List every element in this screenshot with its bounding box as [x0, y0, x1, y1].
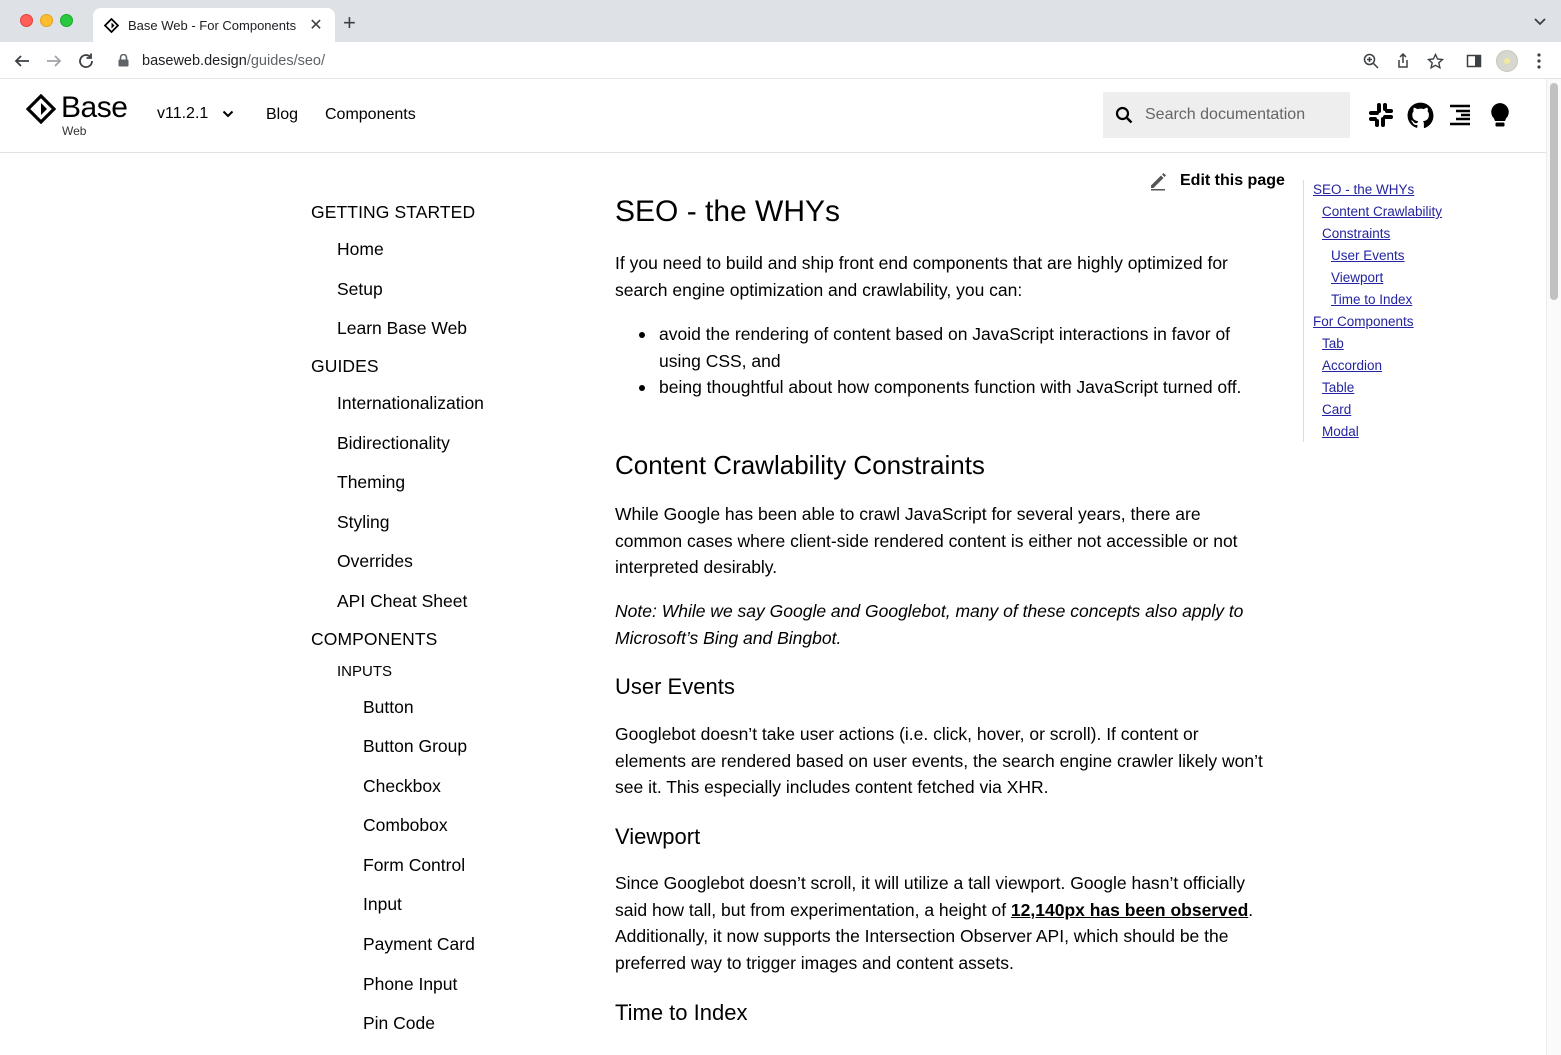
toc-link-viewport[interactable]: Viewport: [1331, 270, 1384, 285]
note-paragraph: Note: While we say Google and Googlebot, many of these concepts also apply to Microsoft’s Bing and Bingbot.: [615, 601, 1244, 648]
version-selector[interactable]: [157, 105, 234, 123]
toc-link-accordion[interactable]: Accordion: [1322, 358, 1383, 373]
scrollbar-thumb[interactable]: [1550, 83, 1558, 300]
back-arrow-icon[interactable]: [11, 50, 33, 72]
toc-link-tab[interactable]: Tab: [1322, 336, 1344, 351]
sidebar-subheading-inputs: INPUTS: [337, 663, 393, 680]
sidebar-item-overrides[interactable]: Overrides: [337, 551, 413, 571]
zoom-icon[interactable]: [1361, 51, 1381, 71]
search-input[interactable]: [1145, 106, 1345, 124]
bookmark-star-icon[interactable]: [1425, 51, 1445, 71]
toc-link-content-crawlability[interactable]: Content Crawlability: [1322, 204, 1443, 219]
page-scrollbar[interactable]: [1546, 79, 1561, 1055]
sidebar-heading-getting-started: GETTING STARTED: [311, 202, 476, 222]
toc-link-modal[interactable]: Modal: [1322, 424, 1359, 439]
sidebar-item-pin-code[interactable]: Pin Code: [363, 1013, 435, 1033]
edit-page-link[interactable]: [1148, 171, 1285, 191]
toc-link-card[interactable]: Card: [1322, 402, 1352, 417]
address-bar[interactable]: [108, 46, 1458, 75]
tab-search-chevron-icon[interactable]: [1533, 14, 1547, 33]
page-title: SEO - the WHYs: [615, 195, 841, 228]
reload-icon[interactable]: [75, 50, 97, 72]
table-of-contents: [1303, 180, 1503, 442]
heading-viewport: Viewport: [615, 824, 701, 849]
side-panel-icon[interactable]: [1464, 51, 1484, 71]
sidebar-heading-guides: GUIDES: [311, 356, 379, 376]
pencil-icon: [1148, 171, 1168, 191]
tab-close-icon[interactable]: ✕: [309, 17, 323, 34]
baseweb-logo-icon: [26, 94, 56, 124]
url-text: baseweb.design/guides/seo/: [142, 52, 326, 69]
lock-icon: [118, 54, 132, 68]
list-item: being thoughtful about how components function with JavaScript turned off.: [659, 374, 1264, 401]
theme-bulb-icon[interactable]: [1486, 101, 1514, 129]
browser-tab[interactable]: [93, 8, 335, 42]
share-icon[interactable]: [1393, 51, 1413, 71]
sidebar-item-home[interactable]: Home: [337, 239, 384, 259]
close-window-button[interactable]: [20, 14, 33, 27]
toc-link-for-components[interactable]: For Components: [1313, 314, 1414, 329]
sidebar-item-bidirectionality[interactable]: Bidirectionality: [337, 433, 450, 453]
browser-toolbar: [0, 42, 1561, 79]
minimize-window-button[interactable]: [40, 14, 53, 27]
tab-title: Base Web - For Components: [128, 17, 297, 33]
sidebar-item-button-group[interactable]: Button Group: [363, 736, 468, 756]
observed-height-link[interactable]: 12,140px has been observed: [1010, 899, 1249, 920]
intro-bullet-list: [659, 321, 1264, 401]
sidebar-item-input[interactable]: Input: [363, 894, 402, 914]
edit-page-label: Edit this page: [1180, 172, 1285, 189]
rtl-toggle-icon[interactable]: [1446, 101, 1474, 129]
heading-content-crawlability: Content Crawlability Constraints: [615, 450, 985, 480]
sidebar-heading-components: COMPONENTS: [311, 629, 438, 649]
user-events-paragraph: Googlebot doesn’t take user actions (i.e. click, hover, or scroll). If content or elements are rendered based on user events, the search engine crawler likely won’t see it. This especially includes content fetched via XHR.: [615, 724, 1263, 797]
slack-icon[interactable]: [1367, 101, 1395, 129]
toc-link-constraints[interactable]: Constraints: [1322, 226, 1391, 241]
browser-menu-icon[interactable]: [1529, 51, 1549, 71]
sidebar-item-payment-card[interactable]: Payment Card: [363, 934, 475, 954]
crawl-paragraph: While Google has been able to crawl JavaScript for several years, there are common cases where client-side rendered content is either not accessible or not interpreted desirably.: [615, 504, 1238, 577]
sidebar-item-api-cheat-sheet[interactable]: API Cheat Sheet: [337, 591, 468, 611]
toc-link-user-events[interactable]: User Events: [1331, 248, 1405, 263]
nav-blog-link[interactable]: Blog: [266, 106, 299, 123]
forward-arrow-icon[interactable]: [43, 50, 65, 72]
browser-tab-bar: [0, 0, 1561, 42]
viewport-paragraph: Since Googlebot doesn’t scroll, it will utilize a tall viewport. Google hasn’t officially said how tall, but from experimentation, a height of 12,140px has been observed. Additionally, it now supports the Intersection Observer API, which should be the preferred way to trigger images and content assets.: [615, 873, 1254, 973]
sidebar-item-learn-base-web[interactable]: Learn Base Web: [337, 318, 468, 338]
sidebar-item-button[interactable]: Button: [363, 697, 414, 717]
logo-text: Base: [61, 91, 128, 124]
search-box[interactable]: [1103, 92, 1350, 138]
baseweb-favicon-icon: [103, 17, 119, 33]
toc-link-time-to-index[interactable]: Time to Index: [1331, 292, 1413, 307]
search-icon: [1115, 106, 1133, 124]
site-header: [0, 79, 1546, 153]
nav-components-link[interactable]: Components: [325, 106, 416, 123]
sidebar-item-internationalization[interactable]: Internationalization: [337, 393, 484, 413]
list-item: avoid the rendering of content based on JavaScript interactions in favor of using CSS, and: [659, 321, 1264, 374]
profile-avatar[interactable]: [1496, 50, 1518, 72]
heading-time-to-index: Time to Index: [615, 1000, 748, 1025]
sidebar-item-checkbox[interactable]: Checkbox: [363, 776, 441, 796]
maximize-window-button[interactable]: [60, 14, 73, 27]
new-tab-button[interactable]: +: [343, 10, 356, 35]
sidebar-item-phone-input[interactable]: Phone Input: [363, 974, 458, 994]
chevron-down-icon: [222, 110, 234, 118]
toc-link-table[interactable]: Table: [1322, 380, 1355, 395]
baseweb-logo[interactable]: [26, 91, 128, 138]
sidebar-item-setup[interactable]: Setup: [337, 279, 383, 299]
github-icon[interactable]: [1406, 101, 1434, 129]
sidebar-item-combobox[interactable]: Combobox: [363, 815, 448, 835]
logo-subtitle: Web: [62, 124, 87, 138]
sidebar-item-form-control[interactable]: Form Control: [363, 855, 466, 875]
version-label: v11.2.1: [157, 105, 209, 122]
sidebar-item-theming[interactable]: Theming: [337, 472, 406, 492]
sidebar-item-styling[interactable]: Styling: [337, 512, 390, 532]
toc-link-seo-whys[interactable]: SEO - the WHYs: [1313, 182, 1415, 197]
heading-user-events: User Events: [615, 674, 735, 699]
intro-paragraph: If you need to build and ship front end components that are highly optimized for search engine optimization and crawlability, you can:: [615, 253, 1228, 300]
